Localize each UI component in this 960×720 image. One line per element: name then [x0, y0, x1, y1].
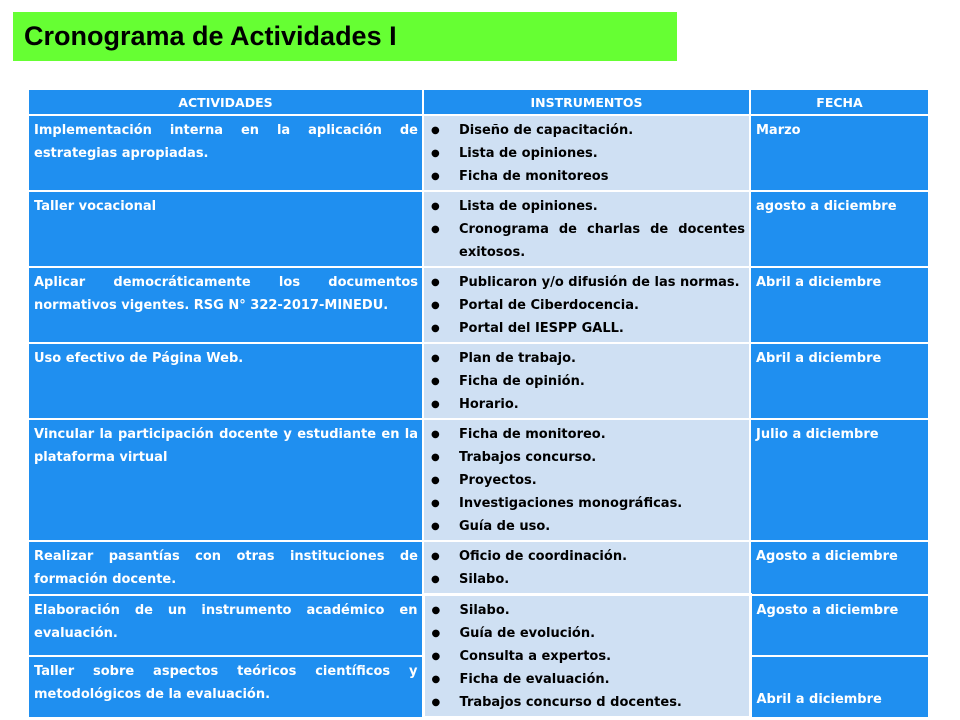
list-item: ● Consulta a expertos. — [430, 645, 745, 668]
instruments-list — [429, 119, 745, 188]
list-item: ● Portal del IESPP GALL. — [429, 317, 745, 340]
list-item: ● Oficio de coordinación. — [429, 545, 745, 568]
header-actividades: ACTIVIDADES — [28, 89, 423, 115]
page-title: Cronograma de Actividades I — [24, 21, 397, 51]
date-cell: Marzo — [750, 115, 929, 191]
list-item: ● Publicaron y/o difusión de las normas. — [429, 271, 745, 294]
list-item: ● Guía de uso. — [429, 515, 745, 538]
instruments-cell — [423, 343, 750, 419]
instruments-list — [429, 347, 745, 416]
date-cell: Abril a diciembre — [750, 656, 929, 718]
list-item: ● Portal de Ciberdocencia. — [429, 294, 745, 317]
list-item: ● Cronograma de charlas de docentes exitosos. — [429, 218, 745, 264]
table-row — [28, 419, 929, 541]
list-item: ● Lista de opiniones. — [429, 142, 745, 165]
instruments-cell — [423, 191, 750, 267]
instruments-cell — [423, 541, 750, 595]
instruments-cell — [423, 419, 750, 541]
header-row — [28, 89, 929, 115]
activity-cell: Vincular la participación docente y estudiante en la plataforma virtual — [28, 419, 423, 541]
list-item: ● Diseño de capacitación. — [429, 119, 745, 142]
table-row — [28, 115, 929, 191]
instruments-cell — [423, 267, 750, 343]
activity-cell: Implementación interna en la aplicación de estrategias apropiadas. — [28, 115, 423, 191]
table-row — [28, 541, 929, 595]
list-item: ● Silabo. — [430, 599, 745, 622]
list-item: ● Ficha de opinión. — [429, 370, 745, 393]
instruments-cell — [423, 595, 750, 718]
activity-cell: Taller vocacional — [28, 191, 423, 267]
activity-cell: Elaboración de un instrumento académico en evaluación. — [28, 595, 423, 657]
list-item: ● Horario. — [429, 393, 745, 416]
activity-cell: Uso efectivo de Página Web. — [28, 343, 423, 419]
instruments-list — [429, 545, 745, 591]
instruments-list — [429, 271, 745, 340]
header-fecha: FECHA — [750, 89, 929, 115]
list-item: ● Proyectos. — [429, 469, 745, 492]
list-item: ● Investigaciones monográficas. — [429, 492, 745, 515]
activity-cell: Aplicar democráticamente los documentos normativos vigentes. RSG N° 322-2017-MINEDU. — [28, 267, 423, 343]
date-cell: Abril a diciembre — [750, 343, 929, 419]
title-banner — [13, 12, 677, 61]
list-item: ● Plan de trabajo. — [429, 347, 745, 370]
date-cell: Agosto a diciembre — [750, 541, 929, 595]
list-item: ● Trabajos concurso. — [429, 446, 745, 469]
instruments-list — [430, 599, 745, 714]
date-cell: Agosto a diciembre — [750, 595, 929, 657]
header-instrumentos: INSTRUMENTOS — [423, 89, 750, 115]
schedule-table — [27, 88, 930, 719]
table-row — [28, 267, 929, 343]
date-cell: agosto a diciembre — [750, 191, 929, 267]
table-row — [28, 343, 929, 419]
list-item: ● Lista de opiniones. — [429, 195, 745, 218]
activity-cell: Realizar pasantías con otras instituciones de formación docente. — [28, 541, 423, 595]
instruments-list — [429, 423, 745, 538]
date-cell: Julio a diciembre — [750, 419, 929, 541]
instruments-cell — [423, 115, 750, 191]
table-row — [28, 595, 929, 657]
table-row — [28, 191, 929, 267]
list-item: ● Ficha de evaluación. — [430, 668, 745, 691]
list-item: ● Trabajos concurso d docentes. — [430, 691, 745, 714]
instruments-list — [429, 195, 745, 264]
list-item: ● Guía de evolución. — [430, 622, 745, 645]
date-cell: Abril a diciembre — [750, 267, 929, 343]
activity-cell: Taller sobre aspectos teóricos científicos y metodológicos de la evaluación. — [28, 656, 423, 718]
list-item: ● Ficha de monitoreo. — [429, 423, 745, 446]
list-item: ● Silabo. — [429, 568, 745, 591]
list-item: ● Ficha de monitoreos — [429, 165, 745, 188]
